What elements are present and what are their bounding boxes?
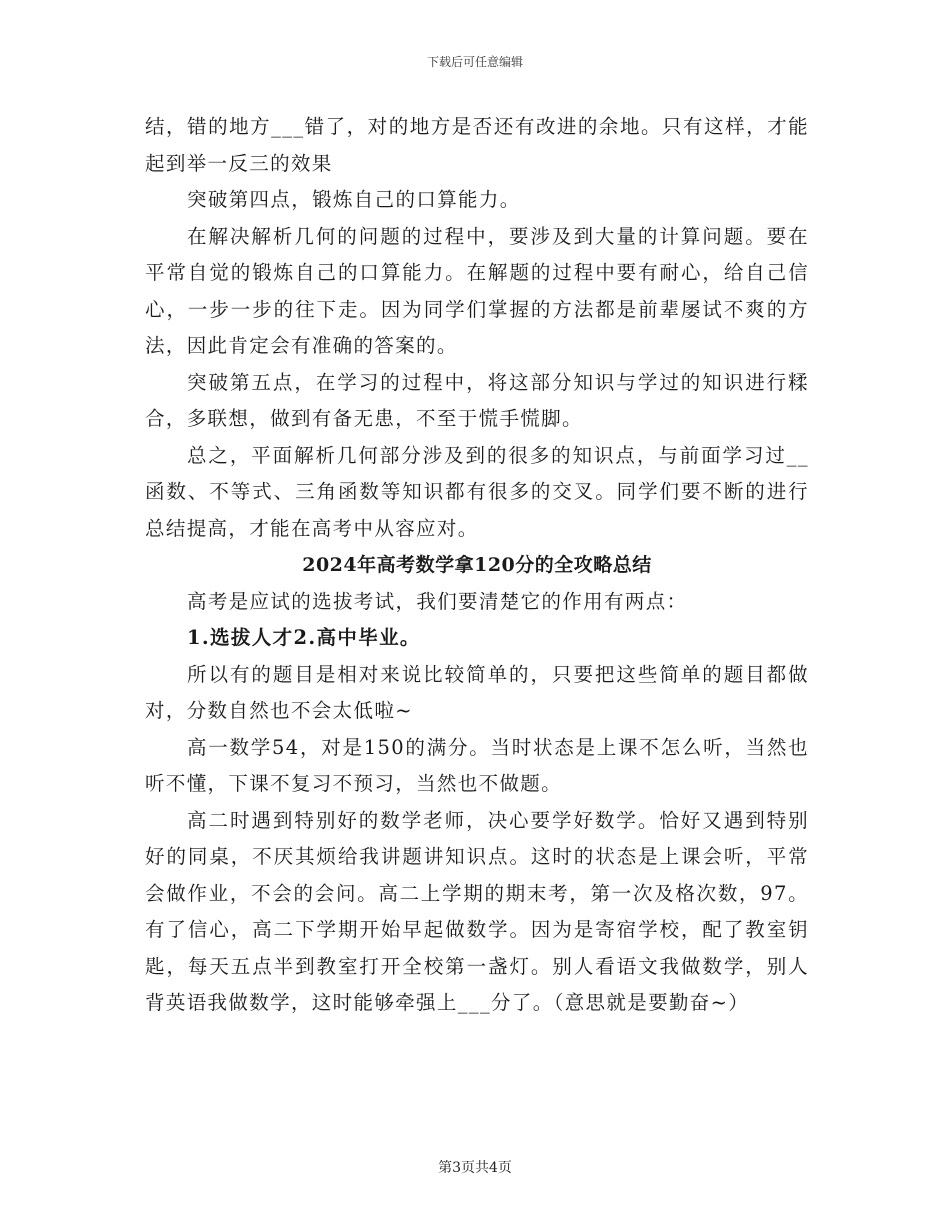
page-header: 下载后可任意编辑 <box>426 55 523 69</box>
document-body <box>145 109 809 1022</box>
paragraph-grade-one: 高一数学54，对是150的满分。当时状态是上课不怎么听，当然也听不懂，下课不复习不预习，当然也不做题。 <box>145 735 809 795</box>
paragraph-mental-calculation: 在解决解析几何的问题的过程中，要涉及到大量的计算问题。要在平常自觉的锻炼自己的口算能力。在解题的过程中要有耐心，给自己信心，一步一步的往下走。因为同学们掌握的方法都是前辈屡试不爽的方法，因此肯定会有准确的答案的。 <box>145 224 809 357</box>
paragraph-point-four-heading: 突破第四点，锻炼自己的口算能力。 <box>187 188 521 211</box>
paragraph-two-points: 1.选拔人才2.高中毕业。 <box>187 626 421 649</box>
paragraph-exam-purpose: 高考是应试的选拔考试，我们要清楚它的作用有两点： <box>187 589 688 613</box>
paragraph-point-five: 突破第五点，在学习的过程中，将这部分知识与学过的知识进行糅合，多联想，做到有备无患，不至于慌手慌脚。 <box>145 370 809 430</box>
page-footer: 第3页共4页 <box>438 1160 512 1176</box>
paragraph-grade-two: 高二时遇到特别好的数学老师，决心要学好数学。恰好又遇到特别好的同桌，不厌其烦给我讲题讲知识点。这时的状态是上课会听，平常会做作业，不会的会问。高二上学期的期末考，第一次及格次数，97。有了信心，高二下学期开始早起做数学。因为是寄宿学校，配了教室钥匙，每天五点半到教室打开全校第一盏灯。别人看语文我做数学，别人背英语我做数学，这时能够牵强上___分了。（意思就是要勤奋~） <box>145 808 809 1014</box>
paragraph-simple-questions: 所以有的题目是相对来说比较简单的，只要把这些简单的题目都做对，分数自然也不会太低啦~ <box>145 662 809 722</box>
paragraph-continuation: 结，错的地方___错了，对的地方是否还有改进的余地。只有这样，才能起到举一反三的效果 <box>145 115 809 175</box>
section-title: 2024年高考数学拿120分的全攻略总结 <box>302 554 652 576</box>
paragraph-summary: 总之，平面解析几何部分涉及到的很多的知识点，与前面学习过__函数、不等式、三角函数等知识都有很多的交叉。同学们要不断的进行总结提高，才能在高考中从容应对。 <box>145 443 809 540</box>
